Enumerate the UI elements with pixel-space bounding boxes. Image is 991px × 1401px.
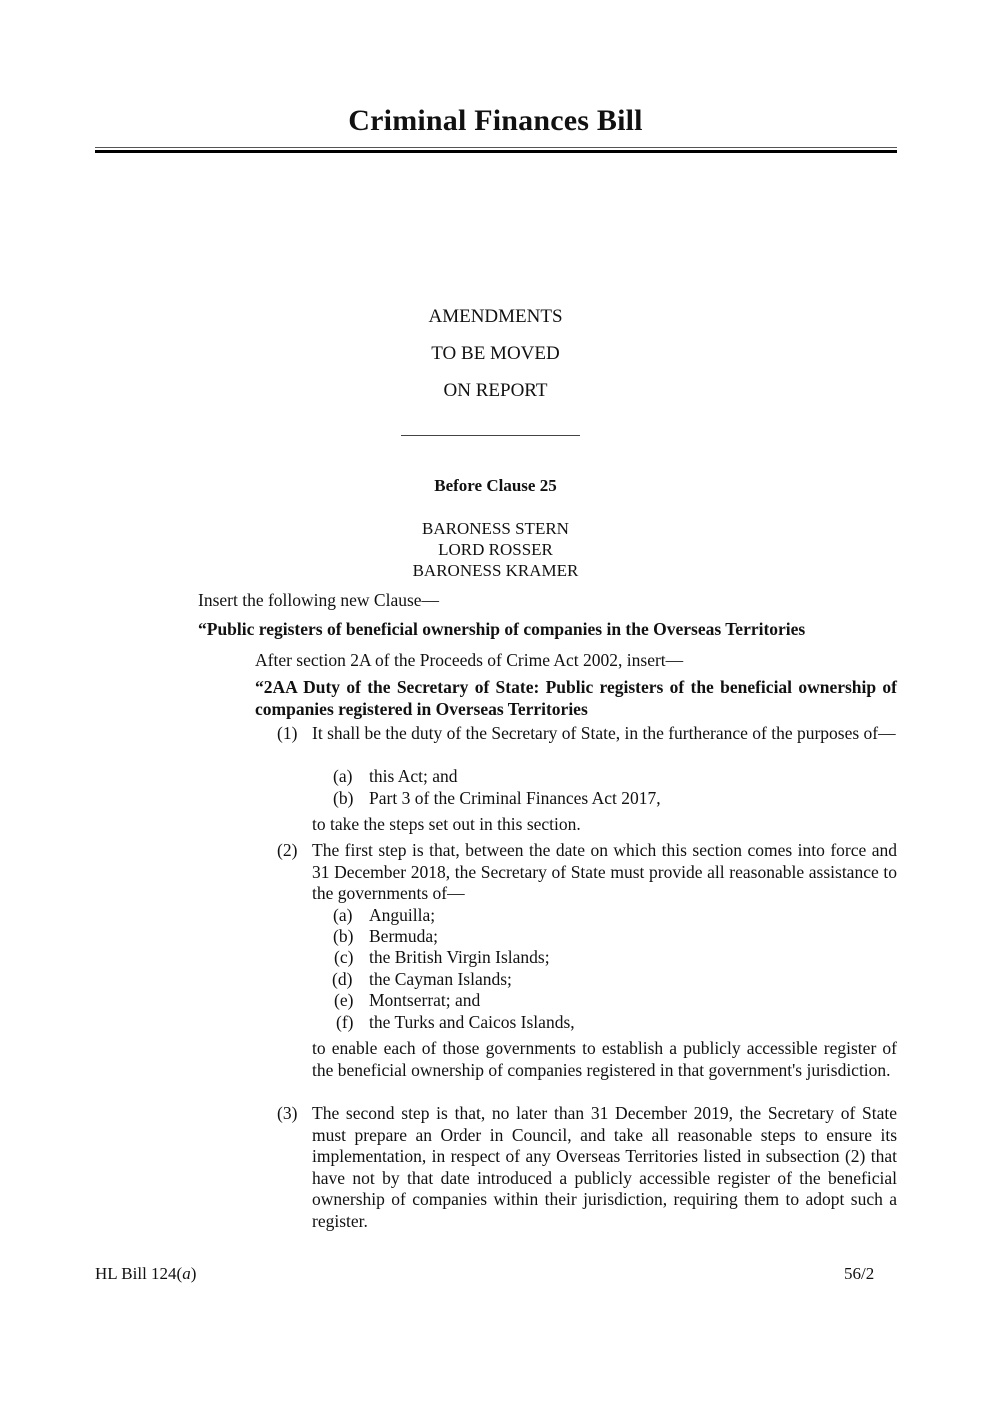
- intro-text: After section 2A of the Proceeds of Crime Act 2002, insert—: [255, 650, 684, 670]
- movers-list: [0, 518, 991, 581]
- mover-name: BARONESS STERN: [422, 519, 569, 538]
- list-item-label: (b): [333, 926, 354, 946]
- before-clause-heading: Before Clause 25: [434, 476, 557, 495]
- list-item-text: Montserrat; and: [369, 990, 481, 1010]
- subsection-trailer: to enable each of those governments to establish a publicly accessible register of the beneficial ownership of companies registered in that government's jurisdiction.: [312, 1038, 897, 1080]
- list-item-text: this Act; and: [369, 766, 458, 786]
- list-item-label: (b): [333, 788, 354, 808]
- subsection-number: (2): [277, 840, 298, 860]
- page-reference: 56/2: [844, 1264, 875, 1283]
- page-title: Criminal Finances Bill: [348, 104, 643, 137]
- mover-name: LORD ROSSER: [438, 540, 553, 559]
- subsection-text: The first step is that, between the date on which this section comes into force and 31 December 2018, the Secretary of State must provide all reasonable assistance to the governments of—: [312, 840, 897, 903]
- section-heading: “2AA Duty of the Secretary of State: Public registers of the beneficial ownership of companies registered in Overseas Territories: [255, 677, 897, 719]
- clause-title: “Public registers of beneficial ownership of companies in the Overseas Territories: [198, 619, 806, 639]
- bill-ref-letter: a: [182, 1264, 191, 1283]
- list-item-text: Anguilla;: [369, 905, 436, 925]
- list-item-text: Bermuda;: [369, 926, 439, 946]
- list-item-label: (c): [334, 947, 354, 967]
- list-item-label: (a): [333, 905, 353, 925]
- subsection-number: (1): [277, 723, 298, 743]
- list-item-text: the Cayman Islands;: [369, 969, 512, 989]
- amendments-heading: [0, 306, 991, 417]
- list-item-label: (e): [334, 990, 354, 1010]
- list-item-label: (a): [333, 766, 353, 786]
- bill-ref-suffix: ): [190, 1264, 197, 1283]
- title-rule-thick: [95, 150, 897, 153]
- title-rule-thin: [95, 147, 897, 148]
- list-item-text: the British Virgin Islands;: [369, 947, 550, 967]
- list-item-text: Part 3 of the Criminal Finances Act 2017,: [369, 788, 661, 808]
- instruction-text: Insert the following new Clause—: [198, 590, 440, 610]
- subsection-number: (3): [277, 1103, 298, 1123]
- list-item-text: the Turks and Caicos Islands,: [369, 1012, 575, 1032]
- subsection-text: It shall be the duty of the Secretary of State, in the furtherance of the purposes of—: [312, 723, 896, 743]
- subsection-text: The second step is that, no later than 31 December 2019, the Secretary of State must prepare an Order in Council, and take all reasonable steps to ensure its implementation, in respect of any Overseas Territories listed in subsection (2) that have not by that date introduced a publicly accessible register of the beneficial ownership of companies within their jurisdiction, requiring them to adopt such a register.: [312, 1103, 897, 1231]
- mover-name: BARONESS KRAMER: [412, 561, 579, 580]
- heading-divider: [401, 435, 580, 436]
- heading-line: AMENDMENTS: [428, 306, 563, 327]
- heading-line: TO BE MOVED: [431, 343, 560, 364]
- bill-ref-prefix: HL Bill 124(: [95, 1264, 183, 1283]
- bill-reference: [95, 1264, 196, 1284]
- heading-line: ON REPORT: [443, 380, 548, 401]
- list-item-label: (d): [332, 969, 353, 989]
- list-item-label: (f): [336, 1012, 354, 1032]
- subsection-trailer: to take the steps set out in this section.: [312, 814, 581, 834]
